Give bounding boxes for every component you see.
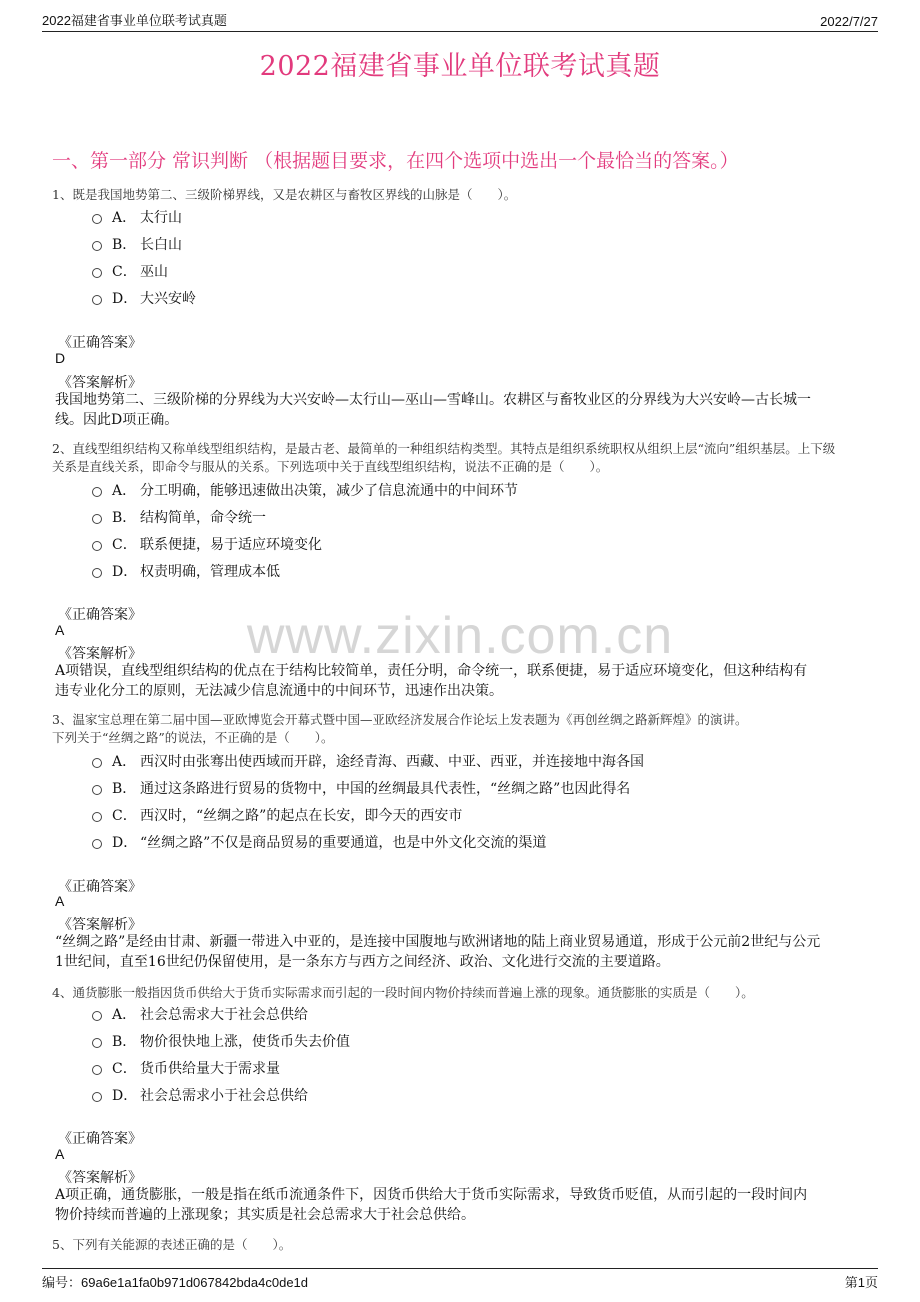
option-letter: B． [112, 1034, 137, 1050]
analysis-line: 1世纪间，直至16世纪仍保留使用，是一条东方与西方之间经济、政治、文化进行交流的主要道路。 [55, 954, 670, 970]
analysis-text [55, 390, 868, 430]
analysis-label: 《答案解析》 [58, 917, 142, 933]
analysis-line: A项错误，直线型组织结构的优点在于结构比较简单，责任分明，命令统一，联系便捷，易于适应环境变化，但这种结构有 [55, 663, 808, 679]
radio-button-icon[interactable] [92, 295, 102, 305]
answer-option[interactable] [92, 288, 196, 308]
radio-button-icon[interactable] [92, 839, 102, 849]
option-text: 分工明确，能够迅速做出决策，减少了信息流通中的中间环节 [140, 483, 518, 499]
question-stem-line: 2、直线型组织结构又称单线型组织结构，是最古老、最简单的一种组织结构类型。其特点是组织系统职权从组织上层“流向”组织基层。上下级 [52, 441, 836, 456]
option-text: 联系便捷，易于适应环境变化 [140, 537, 322, 553]
footer-page-number: 第1页 [844, 1274, 878, 1290]
correct-answer-value: D [55, 350, 66, 366]
answer-option[interactable] [92, 778, 630, 798]
page-footer [42, 1268, 878, 1293]
analysis-text [55, 932, 868, 972]
section-heading: 一、第一部分 常识判断 （根据题目要求，在四个选项中选出一个最恰当的答案。） [52, 150, 739, 172]
question-stem-line: 5、下列有关能源的表述正确的是（ ）。 [52, 1237, 292, 1252]
option-letter: A． [112, 483, 137, 499]
option-text: “丝绸之路”不仅是商品贸易的重要通道，也是中外文化交流的渠道 [140, 835, 547, 851]
question-stem [52, 984, 872, 1002]
radio-button-icon[interactable] [92, 487, 102, 497]
option-letter: A． [112, 1007, 137, 1023]
analysis-line: 线。因此D项正确。 [55, 412, 179, 428]
analysis-label: 《答案解析》 [58, 646, 142, 662]
analysis-line: 物价持续而普遍的上涨现象；其实质是社会总需求大于社会总供给。 [55, 1207, 475, 1223]
option-text: 结构简单，命令统一 [140, 510, 266, 526]
option-letter: B． [112, 510, 137, 526]
answer-option[interactable] [92, 1004, 308, 1024]
correct-answer-label: 《正确答案》 [58, 335, 142, 351]
radio-button-icon[interactable] [92, 1092, 102, 1102]
option-text: 大兴安岭 [140, 291, 196, 307]
radio-button-icon[interactable] [92, 268, 102, 278]
watermark: www.zixin.com.cn [246, 607, 674, 665]
option-letter: C． [112, 264, 137, 280]
option-text: 西汉时，“丝绸之路”的起点在长安，即今天的西安市 [140, 808, 463, 824]
question-stem [52, 186, 872, 204]
radio-button-icon[interactable] [92, 514, 102, 524]
option-letter: C． [112, 1061, 137, 1077]
option-letter: C． [112, 808, 137, 824]
option-letter: A． [112, 754, 137, 770]
analysis-line: “丝绸之路”是经由甘肃、新疆一带进入中亚的，是连接中国腹地与欧洲诸地的陆上商业贸易通道，形成于公元前2世纪与公元 [55, 934, 821, 950]
question-stem-line: 3、温家宝总理在第二届中国—亚欧博览会开幕式暨中国—亚欧经济发展合作论坛上发表题为《再创丝绸之路新辉煌》的演讲。 [52, 712, 748, 727]
analysis-line: 违专业化分工的原则，无法减少信息流通中的中间环节，迅速作出决策。 [55, 683, 503, 699]
analysis-text [55, 661, 868, 701]
question-stem [52, 1236, 872, 1254]
analysis-text [55, 1185, 868, 1225]
correct-answer-label: 《正确答案》 [58, 1131, 142, 1147]
header-date: 2022/7/27 [820, 14, 878, 29]
document-title: 2022福建省事业单位联考试真题 [259, 51, 661, 82]
analysis-line: 我国地势第二、三级阶梯的分界线为大兴安岭—太行山—巫山—雪峰山。农耕区与畜牧业区的分界线为大兴安岭—古长城一 [55, 392, 811, 408]
radio-button-icon[interactable] [92, 568, 102, 578]
option-letter: D． [112, 835, 138, 851]
answer-option[interactable] [92, 805, 462, 825]
correct-answer-value: A [55, 1146, 65, 1162]
correct-answer-label: 《正确答案》 [58, 879, 142, 895]
option-letter: B． [112, 781, 137, 797]
option-text: 权责明确，管理成本低 [140, 564, 280, 580]
answer-option[interactable] [92, 480, 518, 500]
option-text: 太行山 [140, 210, 182, 226]
option-letter: C． [112, 537, 137, 553]
answer-option[interactable] [92, 261, 168, 281]
answer-option[interactable] [92, 507, 266, 527]
option-text: 物价很快地上涨，使货币失去价值 [140, 1034, 350, 1050]
page-header [42, 10, 878, 32]
option-letter: B． [112, 237, 137, 253]
analysis-line: A项正确，通货膨胀，一般是指在纸币流通条件下，因货币供给大于货币实际需求，导致货币贬值，从而引起的一段时间内 [55, 1187, 808, 1203]
question-stem-line: 下列关于“丝绸之路”的说法，不正确的是（ ）。 [52, 730, 334, 745]
option-text: 货币供给量大于需求量 [140, 1061, 280, 1077]
radio-button-icon[interactable] [92, 214, 102, 224]
radio-button-icon[interactable] [92, 1038, 102, 1048]
answer-option[interactable] [92, 1058, 280, 1078]
correct-answer-value: A [55, 893, 65, 909]
option-text: 西汉时由张骞出使西域而开辟，途经青海、西藏、中亚、西亚，并连接地中海各国 [140, 754, 644, 770]
radio-button-icon[interactable] [92, 1011, 102, 1021]
question-stem [52, 711, 872, 747]
option-text: 社会总需求大于社会总供给 [140, 1007, 308, 1023]
question-stem-line: 关系是直线关系，即命令与服从的关系。下列选项中关于直线型组织结构，说法不正确的是（ ）。 [52, 459, 609, 474]
correct-answer-value: A [55, 622, 65, 638]
analysis-label: 《答案解析》 [58, 1170, 142, 1186]
answer-option[interactable] [92, 534, 322, 554]
answer-option[interactable] [92, 832, 546, 852]
answer-option[interactable] [92, 234, 182, 254]
option-text: 通过这条路进行贸易的货物中，中国的丝绸最具代表性，“丝绸之路”也因此得名 [140, 781, 631, 797]
radio-button-icon[interactable] [92, 812, 102, 822]
answer-option[interactable] [92, 751, 644, 771]
radio-button-icon[interactable] [92, 758, 102, 768]
option-letter: D． [112, 1088, 138, 1104]
radio-button-icon[interactable] [92, 1065, 102, 1075]
correct-answer-label: 《正确答案》 [58, 607, 142, 623]
footer-code: 编号：69a6e1a1fa0b971d067842bda4c0de1d [42, 1274, 309, 1290]
answer-option[interactable] [92, 1085, 308, 1105]
radio-button-icon[interactable] [92, 541, 102, 551]
analysis-label: 《答案解析》 [58, 375, 142, 391]
answer-option[interactable] [92, 1031, 350, 1051]
option-text: 社会总需求小于社会总供给 [140, 1088, 308, 1104]
question-stem-line: 1、既是我国地势第二、三级阶梯界线，又是农耕区与畜牧区界线的山脉是（ ）。 [52, 187, 517, 202]
header-doc-name: 2022福建省事业单位联考试真题 [42, 13, 227, 28]
radio-button-icon[interactable] [92, 241, 102, 251]
question-stem [52, 440, 872, 476]
option-text: 长白山 [140, 237, 182, 253]
answer-option[interactable] [92, 207, 182, 227]
option-letter: A． [112, 210, 137, 226]
question-stem-line: 4、通货膨胀一般指因货币供给大于货币实际需求而引起的一段时间内物价持续而普遍上涨的现象。通货膨胀的实质是（ ）。 [52, 985, 754, 1000]
option-text: 巫山 [140, 264, 168, 280]
radio-button-icon[interactable] [92, 785, 102, 795]
option-letter: D． [112, 564, 138, 580]
option-letter: D． [112, 291, 138, 307]
answer-option[interactable] [92, 561, 280, 581]
